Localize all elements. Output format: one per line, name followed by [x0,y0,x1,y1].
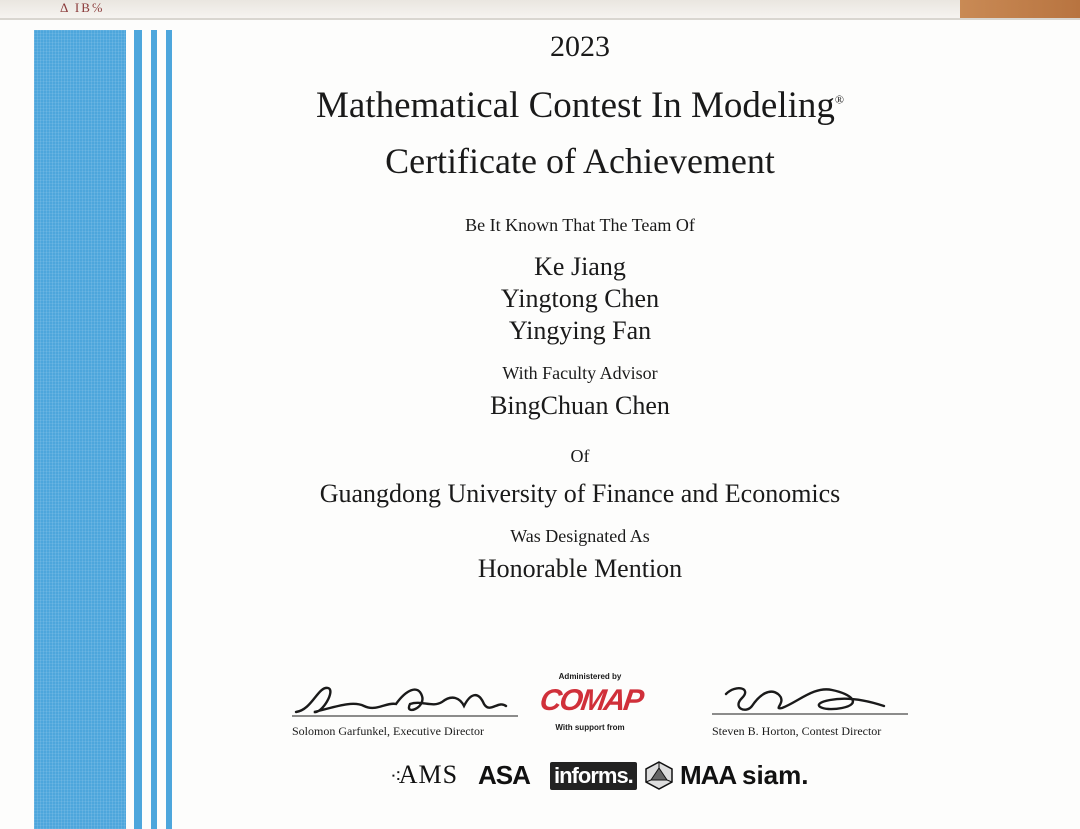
comap-logo: COMAP [537,684,645,717]
signature-block-left [292,680,522,739]
contest-name [180,84,980,127]
team-member: Ke Jiang [534,252,626,281]
certificate-year: 2023 [550,30,610,63]
of-label: Of [570,446,590,466]
ams-dots-icon: ⁖ [390,766,399,788]
contest-name-text: Mathematical Contest In Modeling [315,85,835,126]
sponsor-logos [390,752,830,802]
comap-block [537,672,645,732]
support-label: With support from [555,723,625,732]
signature-image-right [712,680,912,726]
decorative-border-band [34,30,126,829]
signature-block-right [712,680,912,739]
decorative-border-line [166,30,172,829]
informs-logo: informs. [550,762,637,790]
institution-name: Guangdong University of Finance and Economics [319,479,841,508]
sheet-edge [0,18,1080,20]
maa-icosahedron-icon [644,760,674,790]
designation-label: Was Designated As [510,526,650,546]
signature-caption-left: Solomon Garfunkel, Executive Director [292,724,484,738]
maa-logo: MAA [680,760,737,790]
decorative-border-line [151,30,157,829]
signature-image-left [292,680,522,726]
award-designation: Honorable Mention [477,554,683,583]
signature-caption-right: Steven B. Horton, Contest Director [712,724,882,738]
wood-surface [960,0,1080,18]
administered-by-label: Administered by [558,672,622,681]
team-member: Yingying Fan [508,316,652,345]
ams-logo: ⁖AMS [390,760,459,789]
certificate-title: Certificate of Achievement [385,141,775,181]
siam-logo: siam. [742,760,809,790]
team-member: Yingtong Chen [500,284,660,313]
decorative-border-line [134,30,142,829]
asa-logo: ASA [478,760,530,790]
advisor-label: With Faculty Advisor [502,363,658,383]
intro-text: Be It Known That The Team Of [465,215,695,235]
photo-top-strip [0,0,1080,20]
top-strip-text: Δ ΙΒ℅ [60,0,105,15]
registered-mark: ® [834,92,845,107]
advisor-name: BingChuan Chen [490,391,670,420]
